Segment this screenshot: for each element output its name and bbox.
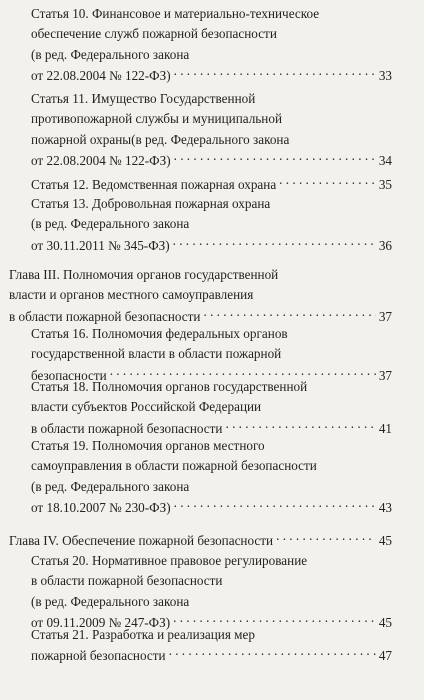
toc-line-text: Статья 19. Полномочия органов местного (31, 438, 265, 453)
dot-leader (225, 419, 375, 433)
toc-line-text: самоуправления в области пожарной безопасности (31, 458, 317, 474)
toc-line-text: безопасности (31, 367, 107, 383)
page-number: 33 (378, 68, 392, 84)
toc-line (31, 419, 392, 438)
toc-line (31, 175, 392, 194)
toc-line (31, 90, 255, 108)
toc-line (31, 626, 255, 644)
dot-leader (169, 646, 376, 660)
toc-line (31, 572, 222, 590)
toc-line-text: Глава IV. Обеспечение пожарной безопасности (9, 533, 274, 548)
toc-line (9, 307, 392, 326)
toc-line (31, 236, 392, 255)
toc-line-text: противопожарной службы и муниципальной (31, 111, 283, 127)
toc-line (31, 593, 189, 611)
toc-line (31, 195, 270, 213)
toc-line-text: Статья 12. Ведомственная пожарная охрана (31, 177, 277, 192)
page-number: 47 (378, 648, 392, 664)
toc-line-text: от 09.11.2009 № 247-ФЗ) (31, 615, 171, 631)
toc-line (31, 151, 392, 170)
toc-line-text: в области пожарной безопасности (9, 308, 201, 324)
toc-line (31, 215, 189, 233)
toc-line-text: государственной власти в области пожарной (31, 346, 282, 362)
toc-line-text: Статья 13. Добровольная пожарная охрана (31, 196, 271, 211)
toc-line-text: Статья 10. Финансовое и материально-техническое (31, 6, 320, 21)
toc-line-text: Статья 21. Разработка и реализация мер (31, 627, 255, 642)
toc-line (31, 378, 307, 396)
toc-line (31, 498, 392, 517)
toc-line-text: Статья 18. Полномочия органов государственной (31, 379, 308, 394)
toc-line (31, 398, 261, 416)
dot-leader (173, 236, 376, 250)
toc-line-text: от 30.11.2011 № 345-ФЗ) (31, 237, 170, 253)
toc-line-text: пожарной охраны(в ред. Федерального закона (31, 131, 290, 147)
toc-line (9, 286, 253, 304)
page-number: 45 (378, 615, 392, 631)
dot-leader (174, 498, 376, 512)
toc-line-text: (в ред. Федерального закона (31, 216, 190, 232)
toc-line (31, 325, 288, 343)
dot-leader (279, 175, 376, 189)
toc-line-text: (в ред. Федерального закона (31, 46, 190, 62)
toc-line-text: от 22.08.2004 № 122-ФЗ) (31, 68, 171, 84)
toc-line (31, 646, 392, 665)
dot-leader (203, 307, 375, 321)
page-number: 45 (378, 533, 392, 548)
toc-line-text: в области пожарной безопасности (31, 420, 223, 436)
page-number: 36 (378, 237, 392, 253)
toc-line-text: (в ред. Федерального закона (31, 478, 190, 494)
toc-line (31, 552, 307, 570)
toc-line-text: от 18.10.2007 № 230-ФЗ) (31, 500, 171, 516)
toc-line (31, 437, 265, 455)
toc-line-text: обеспечение служб пожарной безопасности (31, 26, 277, 42)
dot-leader (174, 66, 376, 80)
toc-line (31, 46, 189, 64)
toc-line-text: (в ред. Федерального закона (31, 593, 190, 609)
page-number: 35 (378, 177, 392, 192)
toc-line (31, 457, 317, 475)
toc-line (9, 266, 278, 284)
toc-line-text: Статья 20. Нормативное правовое регулирование (31, 553, 308, 568)
toc-line-text: пожарной безопасности (31, 648, 166, 664)
toc-line-text: власти субъектов Российской Федерации (31, 399, 262, 415)
page-number: 37 (378, 308, 392, 324)
toc-line (31, 25, 277, 43)
toc-line (31, 110, 282, 128)
toc-line-text: власти и органов местного самоуправления (9, 287, 254, 303)
dot-leader (276, 531, 376, 545)
page-number: 37 (378, 367, 392, 383)
toc-line (31, 66, 392, 85)
dot-leader (174, 151, 376, 165)
page-number: 34 (378, 153, 392, 169)
toc-line (31, 5, 319, 23)
page-number: 43 (378, 500, 392, 516)
toc-line-text: Статья 11. Имущество Государственной (31, 91, 256, 106)
toc-line (31, 345, 281, 363)
toc-line (31, 131, 289, 149)
toc-line-text: Статья 16. Полномочия федеральных органов (31, 326, 288, 341)
toc-line-text: Глава III. Полномочия органов государственной (9, 267, 279, 282)
toc-line (9, 531, 392, 550)
toc-line (31, 478, 189, 496)
toc-line-text: от 22.08.2004 № 122-ФЗ) (31, 153, 171, 169)
page-number: 41 (378, 420, 392, 436)
toc-line-text: в области пожарной безопасности (31, 573, 223, 589)
